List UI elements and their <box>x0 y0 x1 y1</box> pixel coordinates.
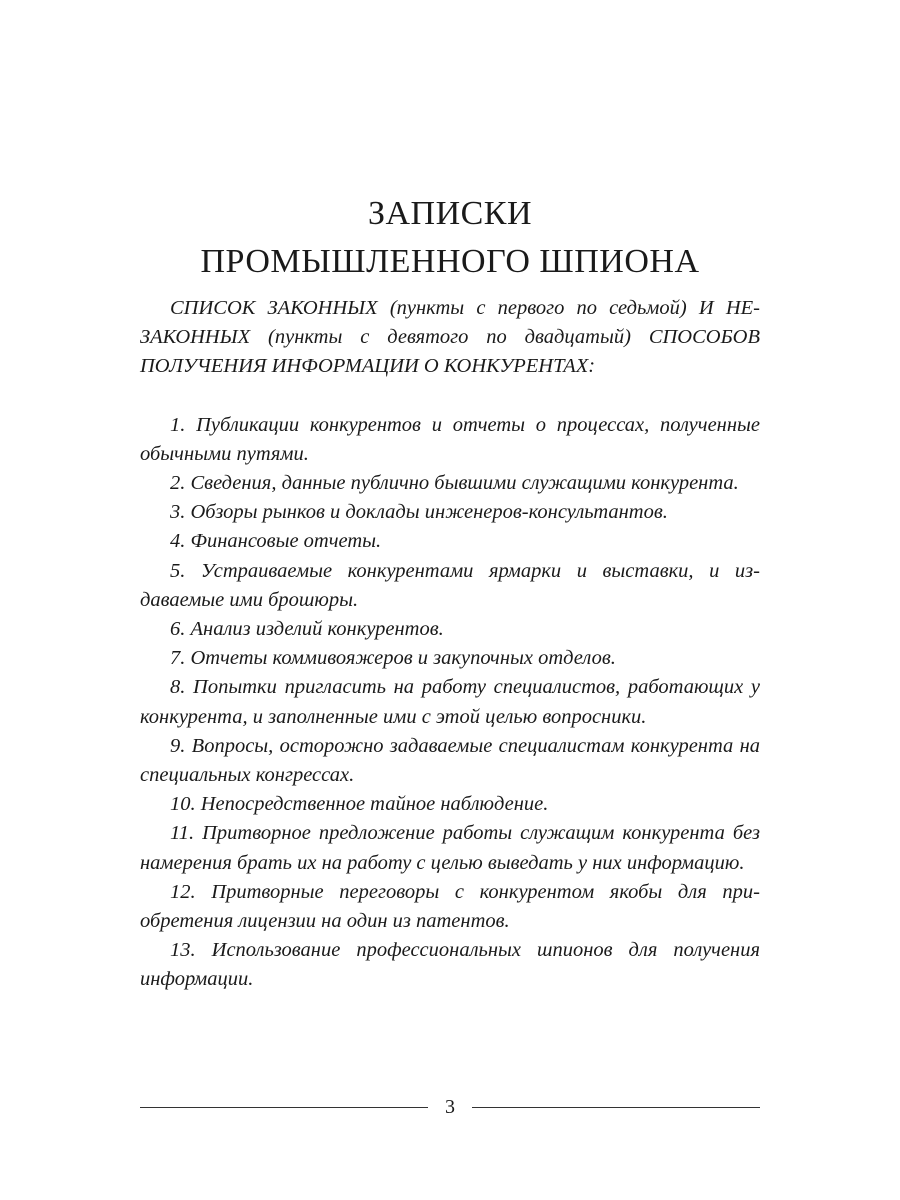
page-number: 3 <box>445 1096 455 1118</box>
list-item-12: 12. Притворные переговоры с конкурентом якобы для приобретения лицензии на один из патентов. <box>140 880 760 933</box>
chapter-title <box>0 190 900 286</box>
list-item-5: 5. Устраиваемые конкурентами ярмарки и выставки, и издаваемые ими брошюры. <box>140 559 760 611</box>
list-item-3: 3. Обзоры рынков и доклады инженеров-консультантов. <box>170 501 668 524</box>
page-footer <box>140 1095 760 1119</box>
title-line-2: ПРОМЫШЛЕННОГО ШПИОНА <box>200 243 700 280</box>
list-item-8: 8. Попытки пригласить на работу специалистов, работающих у конкурента, и заполненные ими с этой целью вопросники. <box>140 676 760 728</box>
list-item-7: 7. Отчеты коммивояжеров и закупочных отделов. <box>170 647 616 670</box>
list-item-1: 1. Публикации конкурентов и отчеты о процессах, полученные обычными путями. <box>140 413 760 465</box>
list-item-6: 6. Анализ изделий конкурентов. <box>170 618 444 641</box>
list-item-9: 9. Вопросы, осторожно задаваемые специалистам конкурента на специальных конгрессах. <box>140 734 760 787</box>
list-item-11: 11. Притворное предложение работы служащим конкурента без намерения брать их на работу с целью выведать у них информацию. <box>140 822 760 874</box>
list-item-2: 2. Сведения, данные публично бывшими служащими конкурента. <box>170 472 739 495</box>
title-line-1: ЗАПИСКИ <box>367 195 533 232</box>
body-text <box>140 294 760 995</box>
footer-rule-left <box>140 1107 428 1108</box>
list-item-10: 10. Непосредственное тайное наблюдение. <box>170 793 549 816</box>
list-item-4: 4. Финансовые отчеты. <box>170 530 382 553</box>
footer-rule-right <box>472 1107 760 1108</box>
intro-paragraph: СПИСОК ЗАКОННЫХ (пункты с первого по седьмой) И НЕЗАКОННЫХ (пункты с девятого по двадцатый) СПОСОБОВ ПОЛУЧЕНИЯ ИНФОРМАЦИИ О КОНКУРЕНТАХ: <box>140 297 760 378</box>
list-item-13: 13. Использование профессиональных шпионов для получения информации. <box>140 939 760 991</box>
